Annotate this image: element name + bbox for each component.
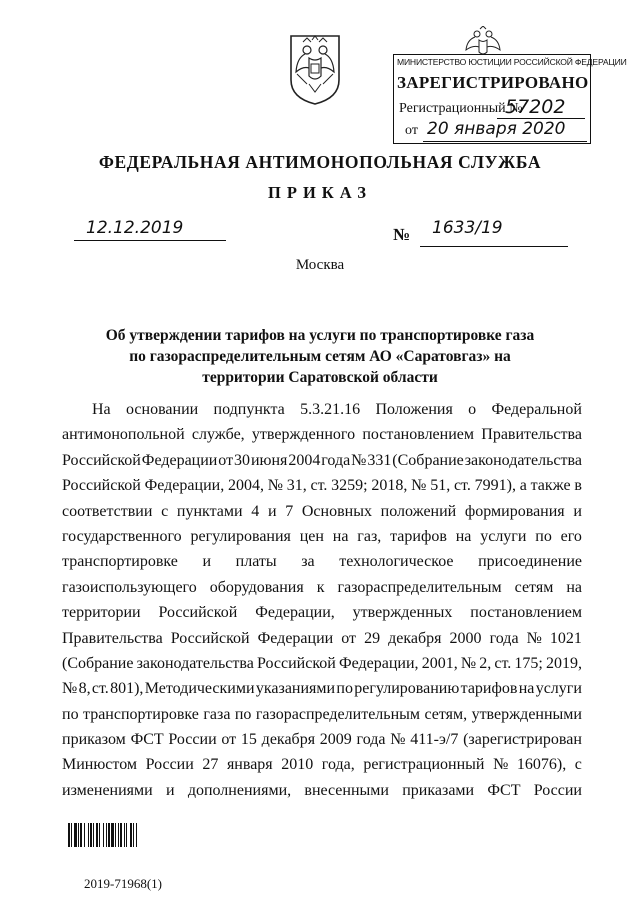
- document-title: Об утверждении тарифов на услуги по транспортировке газа по газораспределительным сетям АО «Саратовгаз» на территории Саратовской области: [105, 327, 535, 386]
- stamp-status: ЗАРЕГИСТРИРОВАНО: [397, 73, 589, 92]
- registration-stamp: [393, 26, 627, 146]
- body-line: На основании подпункта 5.3.21.16 Положения о Федеральной: [92, 401, 582, 418]
- body-line: антимонопольной службе, утвержденного постановлением Правительства: [62, 426, 582, 444]
- document-id: 2019-71968(1): [84, 876, 162, 891]
- stamp-reg-number-value: 57202: [505, 96, 566, 118]
- order-number-underline: [420, 246, 568, 247]
- document-type: ПРИКАЗ: [268, 183, 372, 202]
- body-line: Минюстом России 27 января 2010 года, регистрационный № 16076), с: [62, 756, 582, 774]
- body-line: газоиспользующего оборудования к газораспределительным сетям на: [62, 578, 582, 596]
- body-line: (Собрание законодательства Российской Федерации, 2001, № 2, ст. 175; 2019,: [62, 654, 582, 672]
- agency-name: ФЕДЕРАЛЬНАЯ АНТИМОНОПОЛЬНАЯ СЛУЖБА: [98, 152, 542, 172]
- body-line: приказом ФСТ России от 15 декабря 2009 года № 411-э/7 (зарегистрирован: [62, 731, 582, 749]
- body-line: Правительства Российской Федерации от 29 декабря 2000 года № 1021: [62, 629, 582, 647]
- body-line: Российской Федерации от 30 июня 2004 года № 331 (Собрание законодательства: [62, 451, 582, 469]
- document-body: [62, 397, 582, 803]
- order-date: 12.12.2019: [86, 218, 184, 238]
- body-line: государственного регулирования цен на газ, тарифов на услуги по его: [62, 527, 582, 545]
- stamp-reg-date-label: от: [405, 123, 418, 138]
- stamp-reg-date-value: 20 января 2020: [427, 119, 566, 139]
- body-line: транспортировке и платы за технологическое присоединение: [62, 553, 582, 571]
- stamp-ministry: МИНИСТЕРСТВО ЮСТИЦИИ РОССИЙСКОЙ ФЕДЕРАЦИИ: [397, 57, 627, 67]
- order-number: 1633/19: [432, 218, 503, 238]
- body-line: изменениями и дополнениями, внесенными приказами ФСТ России: [62, 781, 582, 799]
- body-line: № 8, ст. 801), Методическими указаниями по регулированию тарифов на услуги: [62, 680, 582, 698]
- coat-of-arms-emblem: [283, 32, 347, 106]
- stamp-underline-date: [423, 141, 587, 142]
- body-line: Российской Федерации, 2004, № 31, ст. 3259; 2018, № 51, ст. 7991), а также в: [62, 477, 582, 495]
- barcode: [68, 823, 164, 847]
- body-line: территории Российской Федерации, утвержденных постановлением: [62, 604, 582, 622]
- stamp-reg-number-label: Регистрационный №: [399, 101, 523, 116]
- order-date-underline: [74, 240, 226, 241]
- city: Москва: [295, 257, 345, 273]
- order-number-label: №: [393, 225, 411, 244]
- body-line: соответствии с пунктами 4 и 7 Основных положений формирования и: [62, 502, 582, 520]
- body-line: по транспортировке газа по газораспределительным сетям, утвержденными: [62, 705, 582, 723]
